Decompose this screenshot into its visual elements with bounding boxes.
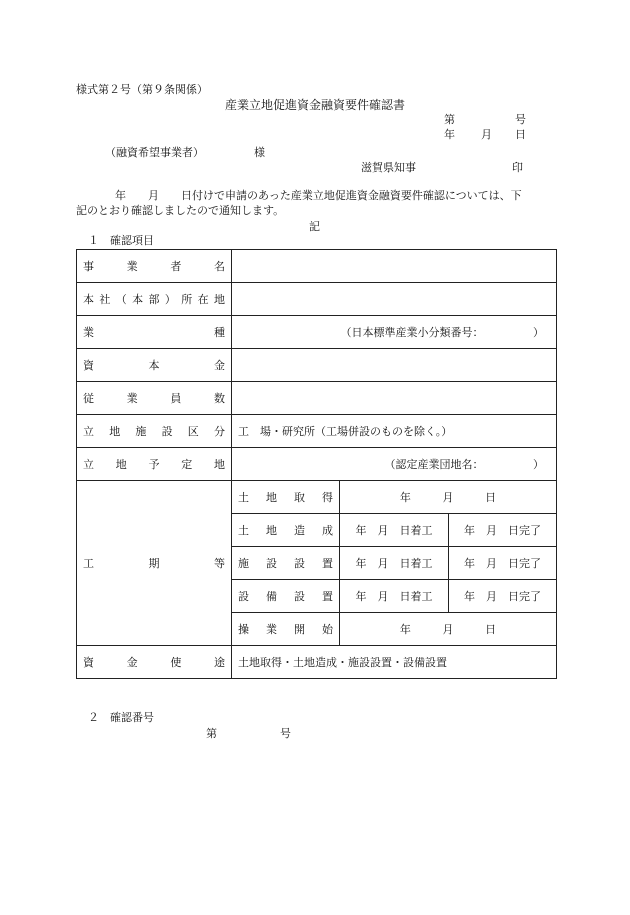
schedule-item-land-preparation: 土 地 造 成 (232, 514, 340, 547)
label-spread: 本 社 （ 本 部 ） 所 在 地 (83, 293, 225, 306)
schedule-item-operation-start: 操 業 開 始 (232, 613, 340, 646)
label-spread: 従 業 員 数 (83, 392, 225, 405)
table-row (77, 415, 557, 448)
table-row (77, 448, 557, 481)
land-preparation-start: 年 月 日着工 (340, 514, 449, 547)
confirm-number-prefix: 第 (206, 727, 217, 740)
row-label-capital (77, 349, 232, 382)
date-month: 月 (442, 491, 454, 504)
issue-number-suffix: 号 (515, 113, 526, 126)
company-value (232, 250, 557, 283)
label-spread: 資 金 使 途 (83, 656, 225, 669)
confirm-number-suffix: 号 (280, 727, 291, 740)
label-spread: 事 業 者 名 (83, 260, 225, 273)
row-label-schedule (77, 481, 232, 646)
schedule-item-facility-construction: 施 設 設 置 (232, 547, 340, 580)
facility-class-value: 工 場・研究所（工場併設のものを除く。） (232, 415, 557, 448)
date-year: 年 (399, 623, 411, 636)
label-spread: 資 本 金 (83, 359, 225, 372)
equipment-installation-end: 年 月 日完了 (449, 580, 557, 613)
schedule-item-equipment-installation: 設 備 設 置 (232, 580, 340, 613)
table-row (77, 250, 557, 283)
body-text-line1: 年 月 日付けで申請のあった産業立地促進資金融資要件確認については、下 (115, 189, 522, 202)
table-row (77, 646, 557, 679)
fund-use-value: 土地取得・土地造成・施設設置・設備設置 (232, 646, 557, 679)
section2-heading: ２ 確認番号 (88, 711, 154, 724)
label-spread: 立 地 予 定 地 (83, 458, 225, 471)
row-label-location (77, 448, 232, 481)
issue-date-year: 年 (444, 128, 455, 141)
label-spread: 立 地 施 設 区 分 (83, 425, 225, 438)
facility-construction-start: 年 月 日着工 (340, 547, 449, 580)
equipment-installation-start: 年 月 日着工 (340, 580, 449, 613)
table-row (77, 349, 557, 382)
industry-value: （日本標準産業小分類番号： ） (232, 316, 557, 349)
document-title: 産業立地促進資金融資要件確認書 (225, 98, 406, 112)
issuer-name: 滋賀県知事 (361, 161, 416, 174)
confirmation-table (76, 249, 557, 679)
head-office-value (232, 283, 557, 316)
row-label-fund-use (77, 646, 232, 679)
row-label-head-office (77, 283, 232, 316)
addressee-honorific: 様 (254, 146, 265, 159)
employees-value (232, 382, 557, 415)
schedule-item-land-acquisition: 土 地 取 得 (232, 481, 340, 514)
capital-value (232, 349, 557, 382)
land-preparation-end: 年 月 日完了 (449, 514, 557, 547)
issue-date-month: 月 (481, 128, 492, 141)
label-spread: 工 期 等 (83, 557, 225, 570)
date-year: 年 (399, 491, 411, 504)
land-acquisition-date (340, 481, 557, 514)
issue-date-day: 日 (515, 128, 526, 141)
ki-mark: 記 (309, 220, 320, 233)
table-row (77, 481, 557, 514)
operation-start-date (340, 613, 557, 646)
issuer-seal: 印 (512, 161, 523, 174)
section1-heading: １ 確認項目 (88, 234, 154, 247)
table-row (77, 316, 557, 349)
facility-construction-end: 年 月 日完了 (449, 547, 557, 580)
row-label-industry (77, 316, 232, 349)
body-text-line2: 記のとおり確認しましたので通知します。 (76, 204, 285, 217)
issue-number-prefix: 第 (444, 113, 455, 126)
row-label-company (77, 250, 232, 283)
date-day: 日 (485, 623, 497, 636)
form-number: 様式第２号（第９条関係） (76, 83, 208, 96)
row-label-facility-class (77, 415, 232, 448)
date-day: 日 (485, 491, 497, 504)
row-label-employees (77, 382, 232, 415)
location-value: （認定産業団地名： ） (232, 448, 557, 481)
addressee-name: （融資希望事業者） (105, 146, 204, 159)
date-month: 月 (442, 623, 454, 636)
table-row (77, 283, 557, 316)
label-spread: 業 種 (83, 326, 225, 339)
table-row (77, 382, 557, 415)
